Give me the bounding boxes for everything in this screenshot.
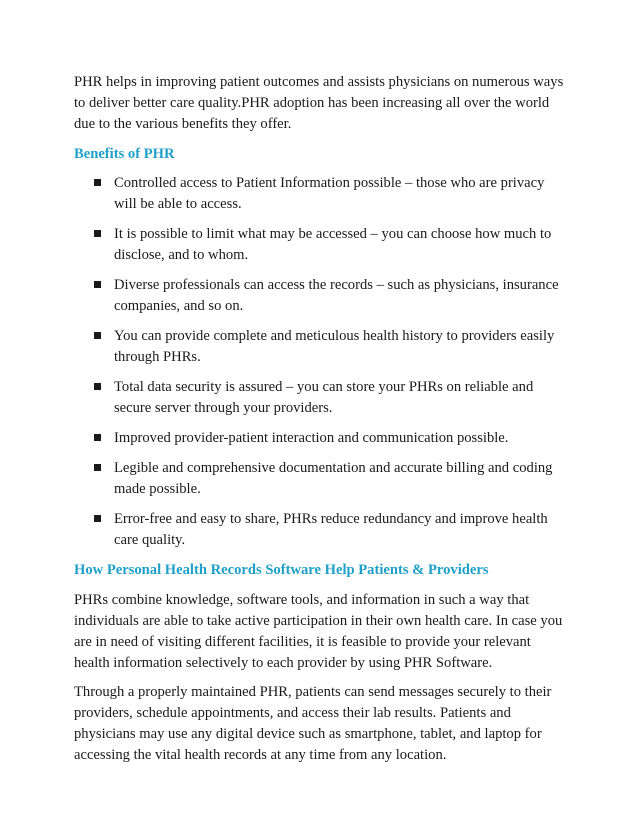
square-bullet-icon xyxy=(94,179,101,186)
benefit-text: You can provide complete and meticulous health history to providers easily through PHRs. xyxy=(114,328,555,365)
square-bullet-icon xyxy=(94,332,101,339)
square-bullet-icon xyxy=(94,434,101,441)
benefit-item xyxy=(74,173,564,215)
benefit-text: Controlled access to Patient Information possible – those who are privacy will be able to access. xyxy=(114,175,545,212)
benefit-item xyxy=(74,275,564,317)
benefit-text: Legible and comprehensive documentation and accurate billing and coding made possible. xyxy=(114,460,553,497)
benefit-item xyxy=(74,224,564,266)
benefit-text: Diverse professionals can access the records – such as physicians, insurance companies, and so on. xyxy=(114,277,559,314)
square-bullet-icon xyxy=(94,464,101,471)
benefit-item xyxy=(74,509,564,551)
benefit-item xyxy=(74,428,564,449)
benefit-text: Error-free and easy to share, PHRs reduce redundancy and improve health care quality. xyxy=(114,511,548,548)
benefits-heading: Benefits of PHR xyxy=(74,146,175,162)
benefit-item xyxy=(74,458,564,500)
benefit-text: Total data security is assured – you can store your PHRs on reliable and secure server through your providers. xyxy=(114,379,534,416)
benefit-item xyxy=(74,326,564,368)
intro-paragraph: PHR helps in improving patient outcomes and assists physicians on numerous ways to deliver better care quality.PHR adoption has been increasing all over the world due to the various benefits they offer. xyxy=(74,74,564,132)
body-paragraph: Through a properly maintained PHR, patients can send messages securely to their providers, schedule appointments, and access their lab results. Patients and physicians may use any digital device such as smartphone, tablet, and laptop for accessing the vital health records at any time from any location. xyxy=(74,684,552,763)
square-bullet-icon xyxy=(94,383,101,390)
benefits-list xyxy=(74,173,564,551)
benefit-item xyxy=(74,377,564,419)
benefit-text: It is possible to limit what may be accessed – you can choose how much to disclose, and to whom. xyxy=(114,226,552,263)
square-bullet-icon xyxy=(94,281,101,288)
benefit-text: Improved provider-patient interaction and communication possible. xyxy=(114,430,509,446)
document-page xyxy=(74,72,564,774)
section-heading-phr-software: How Personal Health Records Software Help Patients & Providers xyxy=(74,562,489,578)
square-bullet-icon xyxy=(94,515,101,522)
body-paragraph: PHRs combine knowledge, software tools, and information in such a way that individuals are able to take active participation in their own health care. In case you are in need of visiting different facilities, it is feasible to provide your relevant health information selectively to each provider by using PHR Software. xyxy=(74,592,563,671)
square-bullet-icon xyxy=(94,230,101,237)
